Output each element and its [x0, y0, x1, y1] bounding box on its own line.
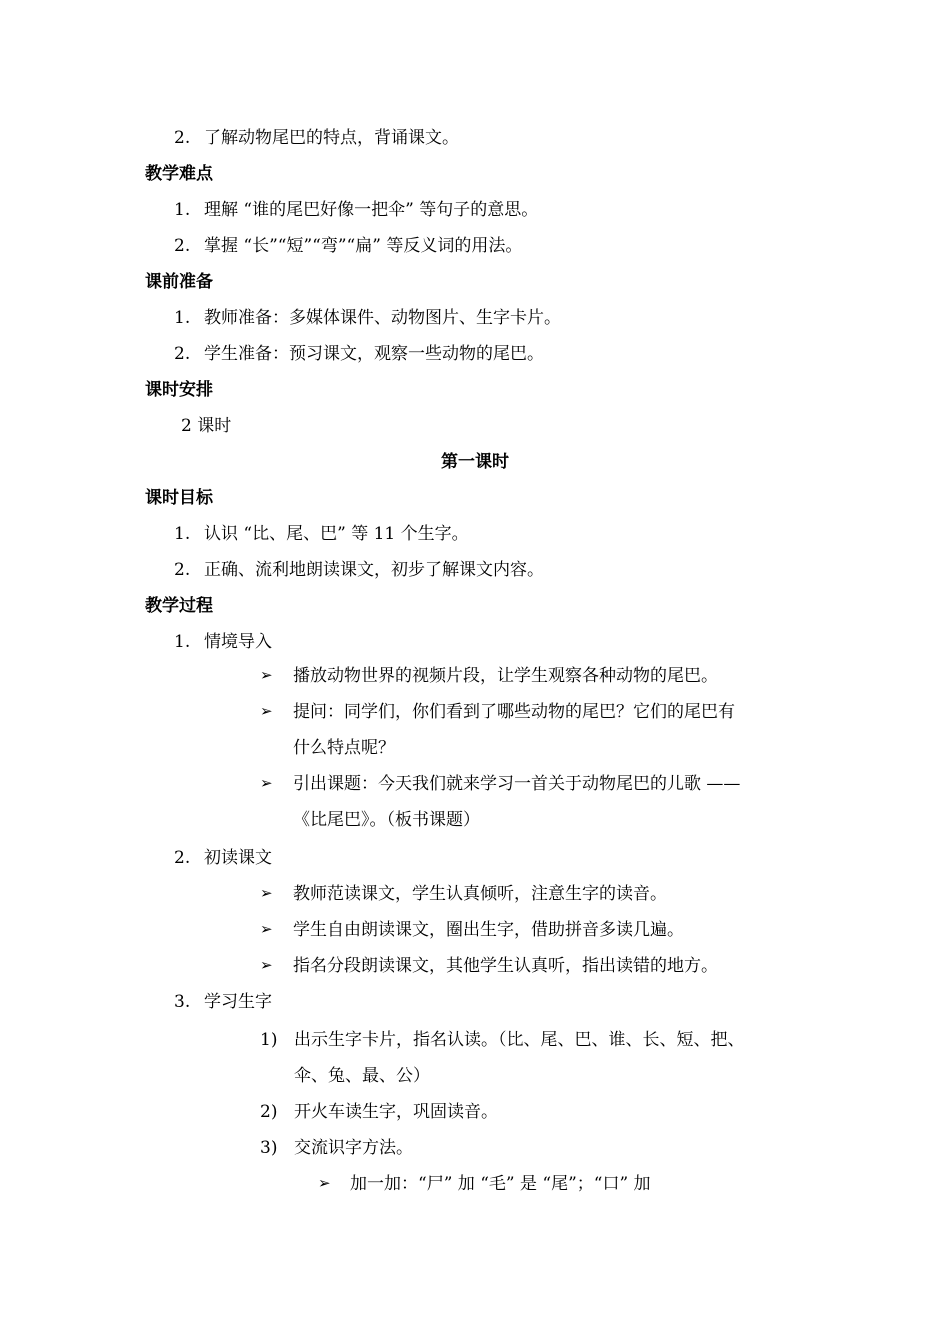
item-number: 1. — [174, 524, 191, 544]
item-text: 了解动物尾巴的特点，背诵课文。 — [204, 128, 459, 148]
step-number: 2. — [174, 848, 191, 868]
item-number: 2. — [174, 236, 191, 256]
sub-item-number: 3) — [260, 1138, 278, 1158]
bullet-text: 指名分段朗读课文，其他学生认真听，指出读错的地方。 — [293, 956, 718, 976]
difficulty-item-2 — [174, 235, 522, 257]
item-text: 正确、流利地朗读课文，初步了解课文内容。 — [204, 560, 544, 580]
section-heading-schedule: 课时安排 — [145, 380, 213, 400]
bullet-text: 播放动物世界的视频片段，让学生观察各种动物的尾巴。 — [293, 666, 718, 686]
sub-item-number: 1) — [260, 1030, 278, 1050]
step-number: 3. — [174, 992, 191, 1012]
step-title: 初读课文 — [204, 848, 272, 868]
bullet-text: 学生自由朗读课文，圈出生字，借助拼音多读几遍。 — [293, 920, 684, 940]
sub-item-text: 开火车读生字，巩固读音。 — [294, 1102, 498, 1122]
sub-item-3 — [260, 1137, 413, 1159]
process-step-1 — [174, 631, 272, 653]
arrow-bullet-icon: ➢ — [260, 920, 273, 938]
arrow-bullet-icon: ➢ — [260, 884, 273, 902]
bullet-text: 引出课题：今天我们就来学习一首关于动物尾巴的儿歌 —— — [293, 774, 741, 794]
sub-item-text: 出示生字卡片，指名认读。（比、尾、巴、谁、长、短、把、 — [294, 1030, 745, 1050]
difficulty-item-1 — [174, 199, 538, 221]
arrow-bullet-icon: ➢ — [260, 702, 273, 720]
arrow-bullet-icon: ➢ — [260, 666, 273, 684]
lesson-goal-item-2 — [174, 559, 544, 581]
bullet-text-continued: 《比尾巴》。（板书课题） — [293, 810, 480, 830]
item-text: 掌握 “长”“短”“弯”“扁” 等反义词的用法。 — [204, 236, 523, 256]
section-heading-difficulty: 教学难点 — [145, 164, 213, 184]
item-text: 认识 “比、尾、巴” 等 11 个生字。 — [204, 524, 469, 544]
step-number: 1. — [174, 632, 191, 652]
arrow-bullet-icon: ➢ — [260, 956, 273, 974]
process-step-3 — [174, 991, 272, 1013]
schedule-text: 2 课时 — [181, 416, 232, 436]
step-title: 情境导入 — [204, 632, 272, 652]
section-heading-process: 教学过程 — [145, 596, 213, 616]
bullet-text: 教师范读课文，学生认真倾听，注意生字的读音。 — [293, 884, 667, 904]
bullet-text: 提问：同学们，你们看到了哪些动物的尾巴？它们的尾巴有 — [293, 702, 735, 722]
sub-item-2 — [260, 1101, 498, 1123]
sub-item-1-continued: 伞、兔、最、公） — [294, 1066, 430, 1086]
sub-item-1 — [260, 1029, 745, 1051]
preparation-item-1 — [174, 307, 561, 329]
arrow-bullet-icon: ➢ — [260, 774, 273, 792]
lesson-goal-item-1 — [174, 523, 469, 545]
item-text: 理解 “谁的尾巴好像一把伞” 等句子的意思。 — [204, 200, 539, 220]
sub-item-text: 交流识字方法。 — [294, 1138, 413, 1158]
lesson-title: 第一课时 — [441, 452, 509, 472]
bullet-text-continued: 什么特点呢？ — [293, 738, 395, 758]
item-text: 教师准备：多媒体课件、动物图片、生字卡片。 — [204, 308, 561, 328]
item-number: 1. — [174, 308, 191, 328]
section-heading-lesson-goals: 课时目标 — [145, 488, 213, 508]
item-number: 2. — [174, 560, 191, 580]
process-step-2 — [174, 847, 272, 869]
deep-bullet-text: 加一加：“尸” 加 “毛” 是 “尾”；“口” 加 — [350, 1174, 651, 1194]
item-text: 学生准备：预习课文，观察一些动物的尾巴。 — [204, 344, 544, 364]
item-number: 1. — [174, 200, 191, 220]
section-heading-preparation: 课前准备 — [145, 272, 213, 292]
sub-item-number: 2) — [260, 1102, 278, 1122]
preparation-item-2 — [174, 343, 544, 365]
item-number: 2. — [174, 344, 191, 364]
arrow-bullet-icon: ➢ — [318, 1174, 331, 1192]
step-title: 学习生字 — [204, 992, 272, 1012]
item-number: 2. — [174, 128, 191, 148]
goal-item-2 — [174, 127, 459, 149]
